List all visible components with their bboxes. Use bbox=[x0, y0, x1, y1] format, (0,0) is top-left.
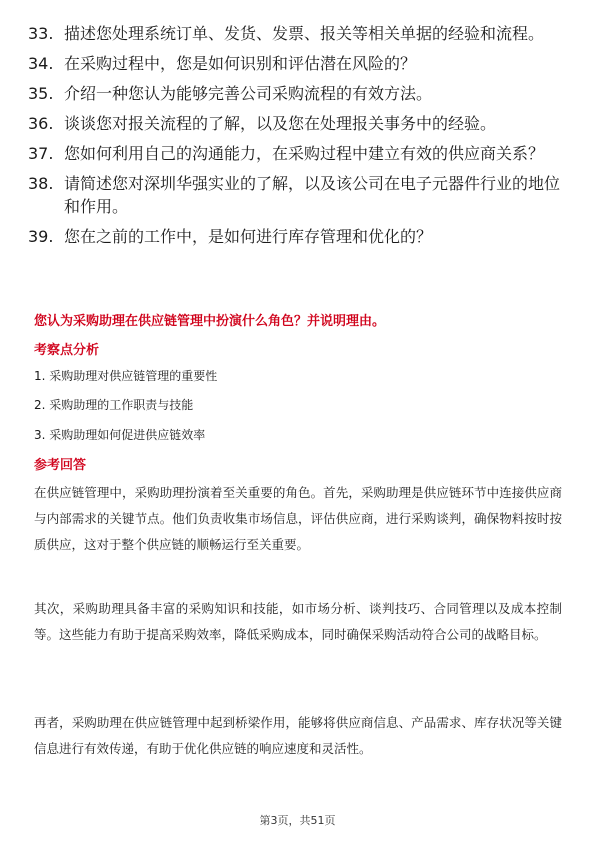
analysis-point: 2. 采购助理的工作职责与技能 bbox=[34, 398, 194, 412]
question-item bbox=[28, 52, 568, 75]
question-text: 介绍一种您认为能够完善公司采购流程的有效方法。 bbox=[64, 84, 433, 103]
answer-paragraph: 在供应链管理中，采购助理扮演着至关重要的角色。首先，采购助理是供应链环节中连接供应商与内部需求的关键节点。他们负责收集市场信息，评估供应商，进行采购谈判，确保物料按时按质供应，这对于整个供应链的顺畅运行至关重要。 bbox=[34, 485, 562, 552]
question-number: 36. bbox=[28, 114, 54, 133]
question-item bbox=[28, 172, 568, 218]
question-item bbox=[28, 112, 568, 135]
question-text: 谈谈您对报关流程的了解，以及您在处理报关事务中的经验。 bbox=[64, 114, 497, 133]
question-item bbox=[28, 22, 568, 45]
question-number: 35. bbox=[28, 84, 54, 103]
question-number: 34. bbox=[28, 54, 54, 73]
answer-heading: 参考回答 bbox=[34, 458, 87, 473]
question-list bbox=[28, 22, 568, 255]
featured-question: 您认为采购助理在供应链管理中扮演什么角色？并说明理由。 bbox=[34, 314, 386, 329]
question-text: 您如何利用自己的沟通能力，在采购过程中建立有效的供应商关系？ bbox=[64, 144, 545, 163]
question-text: 您在之前的工作中，是如何进行库存管理和优化的？ bbox=[64, 227, 433, 246]
question-number: 37. bbox=[28, 144, 54, 163]
analysis-heading: 考察点分析 bbox=[34, 343, 100, 358]
analysis-point: 3. 采购助理如何促进供应链效率 bbox=[34, 428, 206, 442]
answer-paragraph: 再者，采购助理在供应链管理中起到桥梁作用，能够将供应商信息、产品需求、库存状况等关键信息进行有效传递，有助于优化供应链的响应速度和灵活性。 bbox=[34, 715, 562, 756]
question-item bbox=[28, 225, 568, 248]
page-footer: 第3页，共51页 bbox=[259, 814, 336, 827]
answer-paragraph: 其次，采购助理具备丰富的采购知识和技能，如市场分析、谈判技巧、合同管理以及成本控制等。这些能力有助于提高采购效率，降低采购成本，同时确保采购活动符合公司的战略目标。 bbox=[34, 601, 562, 642]
question-number: 38. bbox=[28, 174, 54, 193]
question-number: 39. bbox=[28, 227, 54, 246]
analysis-point: 1. 采购助理对供应链管理的重要性 bbox=[34, 369, 218, 383]
question-text: 在采购过程中，您是如何识别和评估潜在风险的？ bbox=[64, 54, 417, 73]
question-item bbox=[28, 142, 568, 165]
question-number: 33. bbox=[28, 24, 54, 43]
question-item bbox=[28, 82, 568, 105]
question-text: 请简述您对深圳华强实业的了解，以及该公司在电子元器件行业的地位和作用。 bbox=[64, 174, 561, 216]
question-text: 描述您处理系统订单、发货、发票、报关等相关单据的经验和流程。 bbox=[64, 24, 545, 43]
